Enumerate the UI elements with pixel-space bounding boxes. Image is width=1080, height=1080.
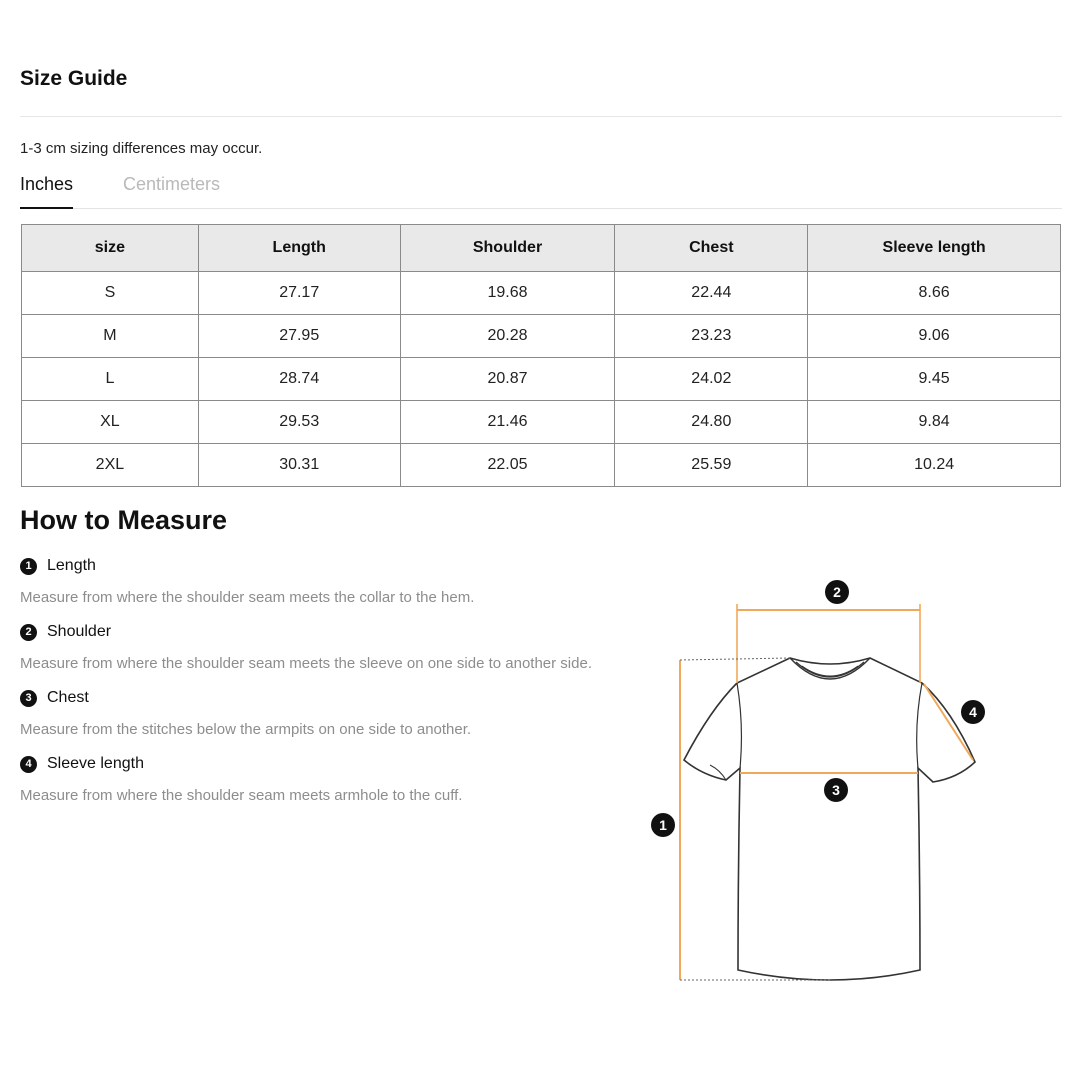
table-cell: L — [22, 358, 199, 401]
table-cell: M — [22, 315, 199, 358]
column-header-sleeve-length: Sleeve length — [808, 225, 1061, 272]
marker-2-icon — [825, 580, 849, 604]
table-row — [22, 444, 1061, 487]
svg-text:1: 1 — [659, 817, 667, 833]
step-sleeve-length — [20, 753, 660, 819]
marker-1-icon — [651, 813, 675, 837]
column-header-shoulder: Shoulder — [400, 225, 615, 272]
svg-text:4: 4 — [969, 704, 977, 720]
number-1-icon: 1 — [20, 558, 37, 575]
tab-centimeters[interactable]: Centimeters — [123, 174, 221, 194]
header-divider — [20, 116, 1062, 117]
tab-inches[interactable]: Inches — [20, 174, 73, 209]
step-label: Sleeve length — [47, 755, 144, 772]
step-description: Measure from where the shoulder seam meets armhole to the cuff. — [20, 787, 463, 804]
table-cell: 27.95 — [198, 315, 400, 358]
how-to-measure-title: How to Measure — [20, 505, 228, 535]
table-header-row — [22, 225, 1061, 272]
step-length — [20, 555, 660, 621]
table-cell: 8.66 — [808, 272, 1061, 315]
table-cell: 22.44 — [615, 272, 808, 315]
table-cell: 9.45 — [808, 358, 1061, 401]
number-4-icon: 4 — [20, 756, 37, 773]
column-header-chest: Chest — [615, 225, 808, 272]
table-cell: 22.05 — [400, 444, 615, 487]
sizing-note: 1-3 cm sizing differences may occur. — [20, 140, 263, 157]
page-title: Size Guide — [20, 67, 128, 90]
table-cell: 10.24 — [808, 444, 1061, 487]
number-3-icon: 3 — [20, 690, 37, 707]
table-cell: 29.53 — [198, 401, 400, 444]
table-row — [22, 315, 1061, 358]
table-cell: 2XL — [22, 444, 199, 487]
table-cell: 20.87 — [400, 358, 615, 401]
table-row — [22, 272, 1061, 315]
tshirt-measurement-diagram — [640, 570, 1000, 1000]
table-cell: 24.02 — [615, 358, 808, 401]
table-cell: 23.23 — [615, 315, 808, 358]
table-cell: 9.84 — [808, 401, 1061, 444]
step-label: Length — [47, 557, 96, 574]
table-cell: XL — [22, 401, 199, 444]
column-header-size: size — [22, 225, 199, 272]
table-cell: 9.06 — [808, 315, 1061, 358]
step-label: Shoulder — [47, 623, 112, 640]
svg-text:2: 2 — [833, 584, 841, 600]
step-description: Measure from where the shoulder seam meets the collar to the hem. — [20, 589, 475, 606]
step-description: Measure from where the shoulder seam meets the sleeve on one side to another side. — [20, 655, 592, 672]
table-cell: 27.17 — [198, 272, 400, 315]
step-description: Measure from the stitches below the armpits on one side to another. — [20, 721, 472, 738]
marker-3-icon — [824, 778, 848, 802]
size-table — [21, 224, 1061, 487]
measure-steps — [20, 555, 660, 819]
number-2-icon: 2 — [20, 624, 37, 641]
table-cell: 28.74 — [198, 358, 400, 401]
unit-tabs — [20, 174, 1062, 209]
step-chest — [20, 687, 660, 753]
svg-text:3: 3 — [832, 782, 840, 798]
table-cell: 25.59 — [615, 444, 808, 487]
step-label: Chest — [47, 689, 89, 706]
column-header-length: Length — [198, 225, 400, 272]
step-shoulder — [20, 621, 660, 687]
table-cell: 21.46 — [400, 401, 615, 444]
table-cell: 30.31 — [198, 444, 400, 487]
table-row — [22, 358, 1061, 401]
table-row — [22, 401, 1061, 444]
marker-4-icon — [961, 700, 985, 724]
table-cell: 20.28 — [400, 315, 615, 358]
table-cell: 24.80 — [615, 401, 808, 444]
tshirt-outline-icon — [684, 658, 975, 980]
table-cell: S — [22, 272, 199, 315]
table-cell: 19.68 — [400, 272, 615, 315]
